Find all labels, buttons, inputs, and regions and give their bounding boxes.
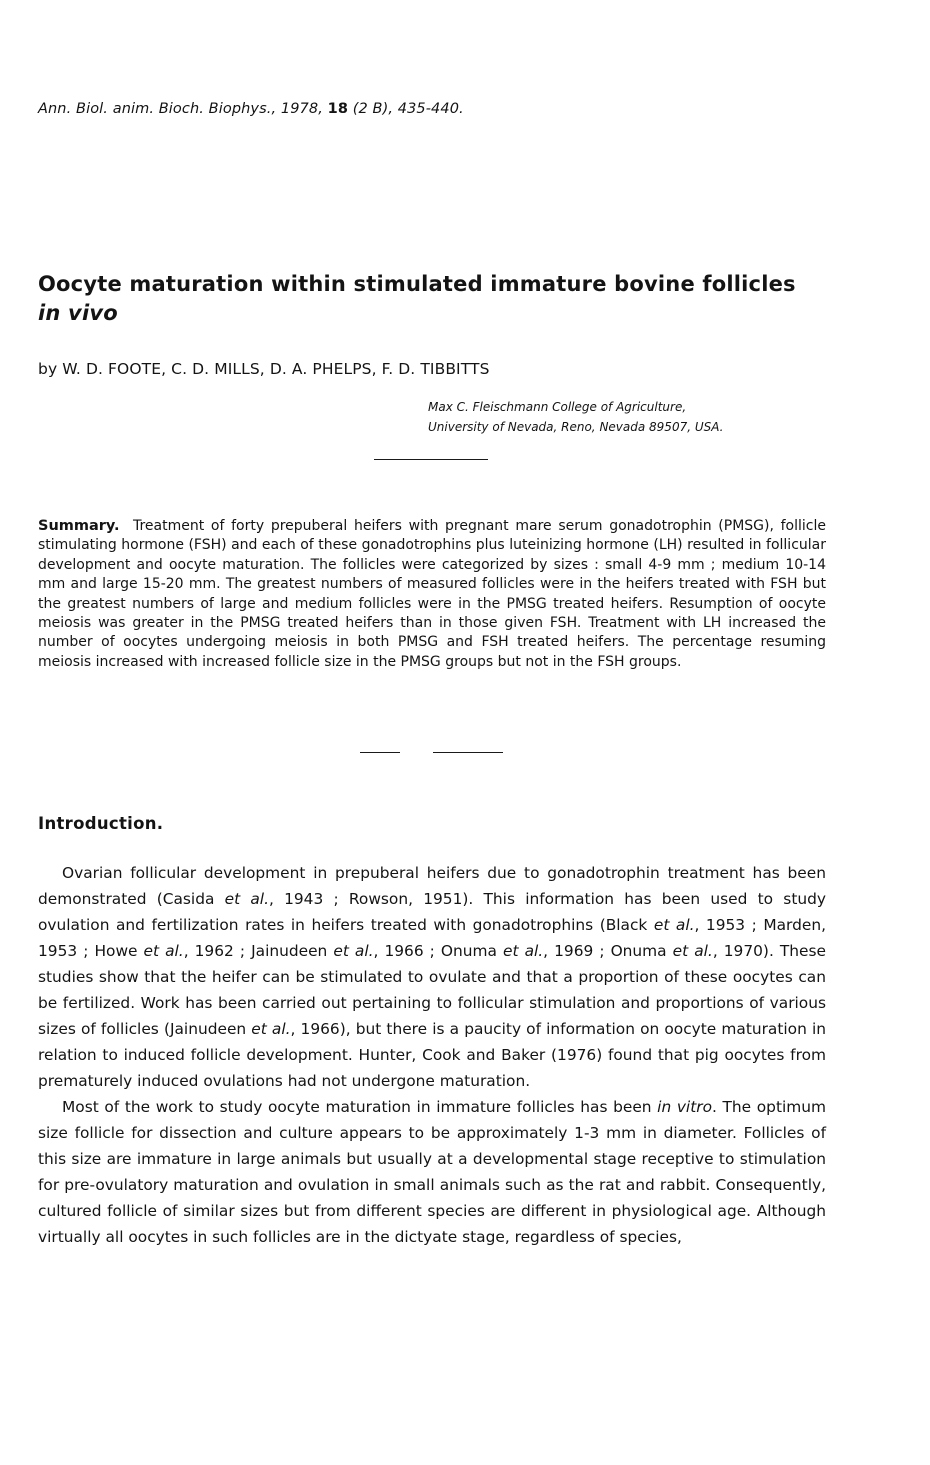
et-al-citation: et al. <box>503 942 544 960</box>
text-run: , 1969 ; Onuma <box>543 942 673 960</box>
et-al-citation: et al. <box>653 916 695 934</box>
introduction-heading: Introduction. <box>38 814 164 833</box>
text-run: , 1966 ; Onuma <box>373 942 504 960</box>
journal-ref-issue-pages: (2 B), 435-440. <box>352 101 464 117</box>
journal-reference <box>38 101 464 117</box>
introduction-paragraph-2 <box>38 1094 826 1250</box>
et-al-citation: et al. <box>251 1020 291 1038</box>
text-run: , 1943 ; Rowson, 1951). This information has been used to study ovulation and fertilization rates in heifers treated with gonadotrophins (Black <box>38 890 826 934</box>
journal-volume: 18 <box>327 101 349 117</box>
introduction-body <box>38 860 826 1250</box>
summary-block <box>38 517 826 672</box>
article-title <box>38 270 798 328</box>
header-divider <box>374 459 488 460</box>
article-title-main: Oocyte maturation within stimulated immature bovine follicles <box>38 272 796 296</box>
article-authors: by W. D. FOOTE, C. D. MILLS, D. A. PHELPS, F. D. TIBBITTS <box>38 360 490 378</box>
affiliation-line-2: University of Nevada, Reno, Nevada 89507, USA. <box>428 420 724 434</box>
affiliation-line-1: Max C. Fleischmann College of Agriculture, <box>428 400 687 414</box>
summary-text: Treatment of forty prepuberal heifers with pregnant mare serum gonadotrophin (PMSG), follicle stimulating hormone (FSH) and each of these gonadotrophins plus luteinizing hormone (LH) resulted in follicular development and oocyte maturation. The follicles were categorized by sizes : small 4-9 mm ; medium 10-14 mm and large 15-20 mm. The greatest numbers of measured follicles were in the heifers treated with FSH but the greatest numbers of large and medium follicles were in the PMSG treated heifers. Resumption of oocyte meiosis was greater in the PMSG treated heifers than in those given FSH. Treatment with LH increased the number of oocytes undergoing meiosis in both PMSG and FSH treated heifers. The percentage resuming meiosis increased with increased follicle size in the PMSG groups but not in the FSH groups. <box>38 518 826 670</box>
text-run: , 1966), but there is a paucity of information on oocyte maturation in relation to induced follicle development. Hunter, Cook and Baker (1976) found that pig oocytes from prematurely induced ovulations had not undergone maturation. <box>38 1020 826 1090</box>
text-run: , 1953 ; Marden, 1953 ; Howe <box>38 916 826 960</box>
et-al-citation: et al. <box>224 890 269 908</box>
summary-divider-right <box>433 752 503 753</box>
article-title-italic: in vivo <box>38 301 118 325</box>
text-run: . The optimum size follicle for dissection and culture appears to be approximately 1-3 mm in diameter. Follicles of this size are immature in large animals but usually at a developmental stage receptive to stimulation for pre-ovulatory maturation and ovulation in small animals such as the rat and rabbit. Consequently, cultured follicle of similar sizes but from different species are different in physiological age. Although virtually all oocytes in such follicles are in the dictyate stage, regardless of species, <box>38 1098 826 1246</box>
introduction-paragraph-1 <box>38 860 826 1094</box>
summary-divider-left <box>360 752 400 753</box>
text-run: Most of the work to study oocyte maturation in immature follicles has been <box>62 1098 658 1116</box>
text-run: Ovarian follicular development in prepuberal heifers due to gonadotrophin treatment has been demonstrated (Casida <box>38 864 826 908</box>
et-al-citation: et al. <box>143 942 184 960</box>
journal-ref-citation: Ann. Biol. anim. Bioch. Biophys., 1978, <box>38 101 323 117</box>
text-run: , 1970). These studies show that the heifer can be stimulated to ovulate and that a proportion of these oocytes can be fertilized. Work has been carried out pertaining to follicular stimulation and proportions of various sizes of follicles (Jainudeen <box>38 942 826 1038</box>
et-al-citation: et al. <box>672 942 713 960</box>
et-al-citation: et al. <box>333 942 374 960</box>
author-affiliation <box>428 397 724 437</box>
in-vitro-term: in vitro <box>657 1098 712 1116</box>
text-run: , 1962 ; Jainudeen <box>183 942 334 960</box>
summary-label: Summary. <box>38 518 120 534</box>
